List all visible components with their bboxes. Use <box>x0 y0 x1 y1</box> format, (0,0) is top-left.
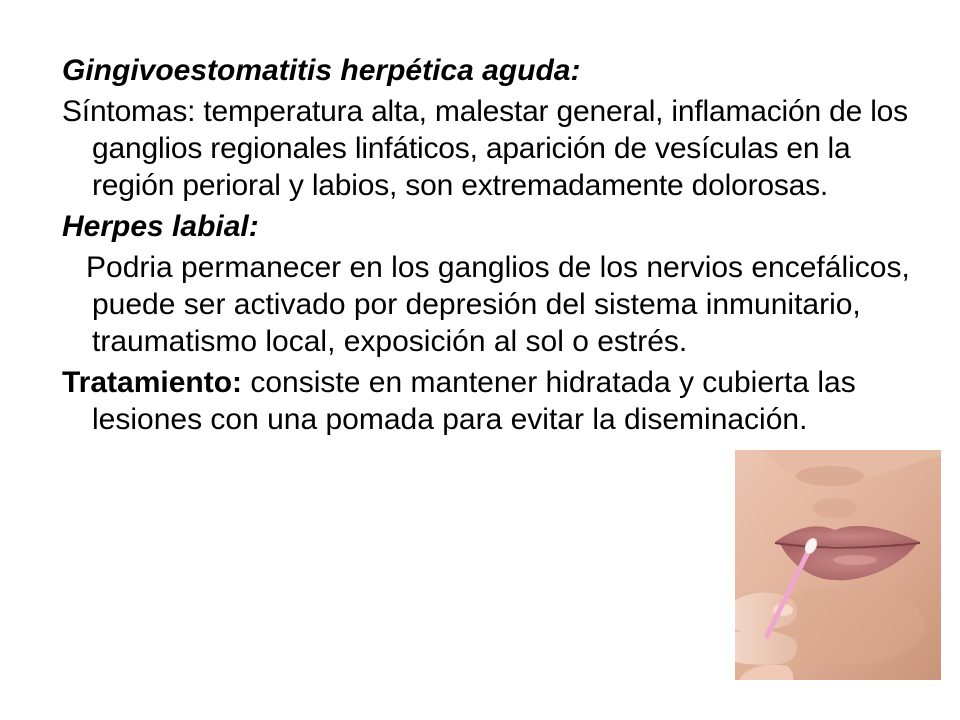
lip-highlight <box>833 555 877 565</box>
treatment-paragraph <box>62 364 922 438</box>
symptoms-paragraph: Síntomas: temperatura alta, malestar general, inflamación de los ganglios regionales linfáticos, aparición de vesículas en la región perioral y labios, son extremadamente dolorosas. <box>62 95 908 202</box>
treatment-text: consiste en mantener hidratada y cubierta las lesiones con una pomada para evitar la diseminación. <box>92 366 856 436</box>
heading-gingivoestomatitis: Gingivoestomatitis herpética aguda: <box>62 54 581 87</box>
slide-text-body <box>62 52 922 442</box>
treatment-label: Tratamiento: <box>62 366 243 399</box>
nostril-shadow <box>796 466 864 486</box>
heading-herpes-labial: Herpes labial: <box>62 210 259 243</box>
lip-treatment-photo <box>735 450 941 680</box>
lip-swab-illustration <box>735 450 941 680</box>
philtrum <box>813 498 857 518</box>
herpes-labial-paragraph: Podria permanecer en los ganglios de los nervios encefálicos, puede ser activado por depresión del sistema inmunitario, traumatismo local, exposición al sol o estrés. <box>86 251 910 358</box>
